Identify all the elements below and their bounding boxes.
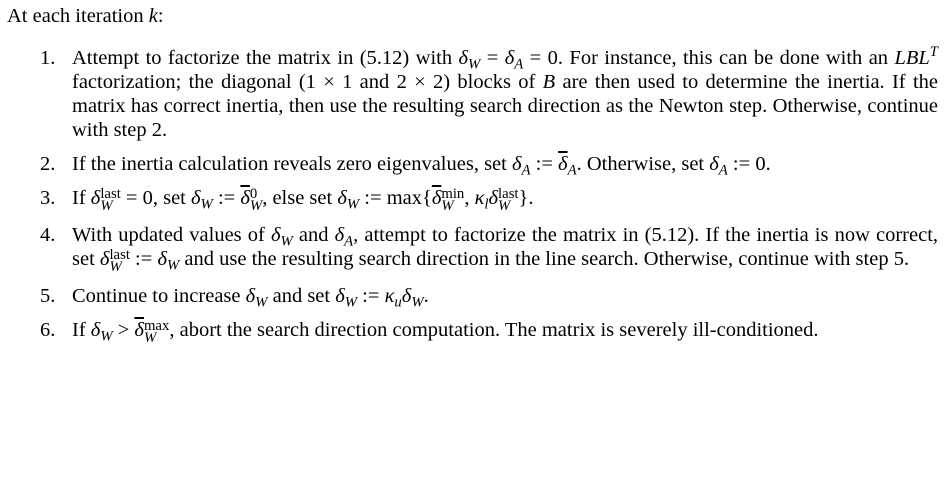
math-set-delta-a-bar: $\delta_A$ := $\overline{\delta}_A$ bbox=[511, 153, 577, 179]
step-text: If bbox=[72, 187, 91, 209]
step-3 bbox=[7, 186, 938, 213]
step-text: , else set bbox=[262, 187, 338, 209]
math-set-delta-w-max: $\delta_W$ := $\max\{\overline{\delta}$ min W , $\kappa_l\delta$ last W } bbox=[337, 186, 529, 215]
step-text: If the inertia calculation reveals zero eigenvalues, set bbox=[72, 153, 512, 175]
step-1 bbox=[7, 43, 939, 142]
step-number: 3. bbox=[40, 187, 56, 209]
step-text: and use the resulting search direction in the line search. Otherwise, continue with step 5. bbox=[179, 248, 910, 270]
step-text: . Otherwise, set bbox=[576, 153, 710, 175]
step-2 bbox=[7, 152, 938, 179]
step-text: If bbox=[72, 319, 91, 341]
math-delta-w-gt-max: $\delta_W > \overline{\delta}$ max W bbox=[90, 318, 170, 347]
step-text: , abort the search direction computation. The matrix is severely ill-conditioned. bbox=[169, 319, 819, 341]
step-text: and set bbox=[267, 285, 336, 307]
step-text: , attempt to factorize the matrix in (5.12). If the inertia is now correct, set bbox=[72, 224, 939, 270]
step-text: and bbox=[292, 224, 335, 246]
step-text: Attempt to factorize the matrix in (5.12) with bbox=[72, 47, 459, 69]
step-text: Continue to increase bbox=[72, 285, 246, 307]
intro-line bbox=[7, 4, 938, 28]
step-5 bbox=[7, 284, 938, 311]
step-4 bbox=[7, 223, 938, 274]
math-matrix-b: B bbox=[542, 71, 556, 93]
math-set-delta-w-bar-zero: $\delta_W$ := $\overline{\delta}$ 0 W bbox=[191, 186, 263, 215]
iteration-variable: k bbox=[148, 5, 158, 27]
step-6 bbox=[7, 318, 938, 345]
step-text: . For instance, this can be done with an bbox=[557, 47, 895, 69]
math-delta-w: $\delta_W$ bbox=[245, 285, 268, 311]
math-deltas-zero: $\delta_W = \delta_A = 0$ bbox=[458, 47, 558, 73]
step-text: factorization; the diagonal (1 × 1 and 2 × 2) blocks of bbox=[72, 71, 543, 93]
math-delta-a: $\delta_A$ bbox=[334, 224, 354, 250]
math-set-delta-a-zero: $\delta_A$ := 0 bbox=[709, 153, 766, 179]
step-text: With updated values of bbox=[72, 224, 271, 246]
intro-colon: : bbox=[157, 5, 164, 27]
step-text: , set bbox=[152, 187, 192, 209]
step-text: are then used to determine the inertia. If the matrix has correct inertia, then use the resulting search direction as the Newton step. Otherwise, continue with step 2. bbox=[72, 71, 938, 141]
algorithm-steps bbox=[7, 43, 939, 347]
math-delta-w: $\delta_W$ bbox=[270, 224, 293, 250]
step-text: . bbox=[528, 187, 534, 209]
step-text: . bbox=[765, 153, 771, 175]
math-delta-last-zero: δ last W = 0 bbox=[90, 186, 153, 215]
math-set-delta-w-kappa-u: $\delta_W$ := $\kappa_u\delta_W$ bbox=[335, 285, 424, 311]
step-text: . bbox=[423, 285, 429, 307]
math-lblt: $LBL^T$ bbox=[894, 43, 939, 69]
step-number: 6. bbox=[40, 319, 56, 341]
step-number: 1. bbox=[40, 47, 56, 69]
step-number: 5. bbox=[40, 285, 56, 307]
step-number: 2. bbox=[40, 153, 56, 175]
step-number: 4. bbox=[40, 224, 56, 246]
math-set-delta-last: δ last W := $\delta_W$ bbox=[99, 247, 180, 276]
intro-text: At each iteration bbox=[7, 5, 149, 27]
